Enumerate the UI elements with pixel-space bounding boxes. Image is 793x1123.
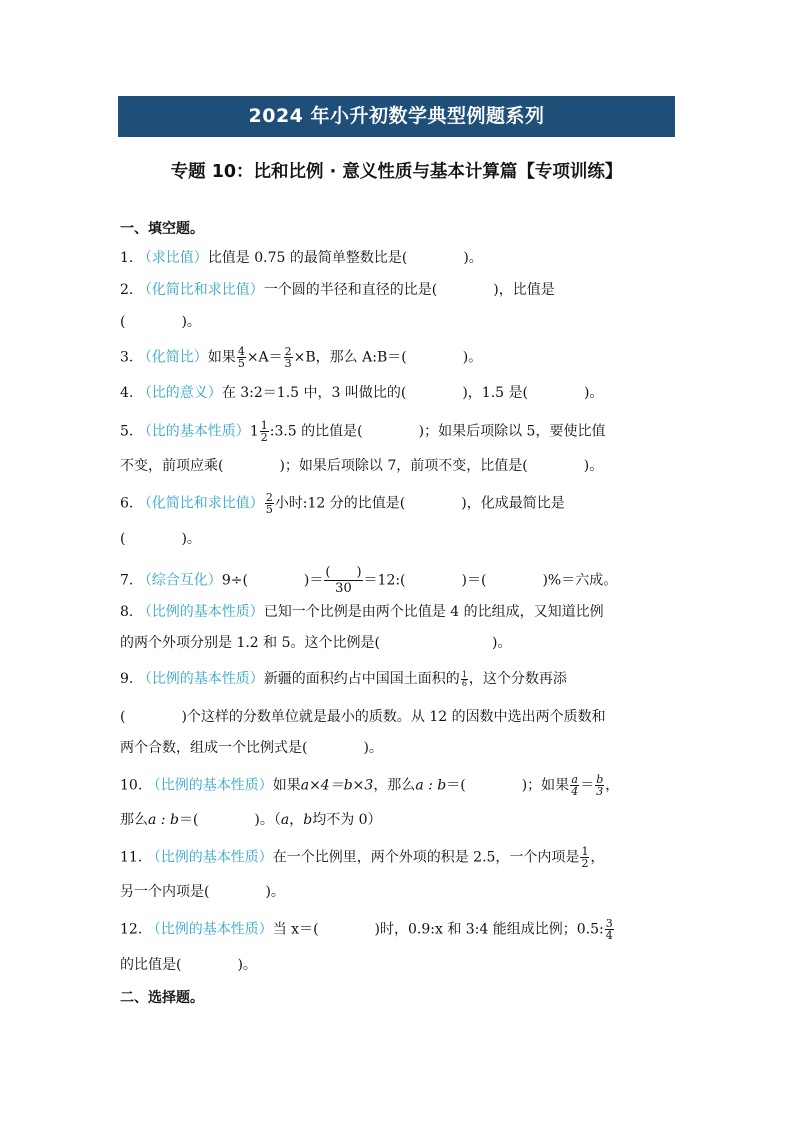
question-text: 不变，前项应乘( )；如果后项除以 7，前项不变，比值是( )。 [120,458,604,474]
question-5 [120,420,605,443]
question-tag: （比例的基本性质） [137,604,264,620]
series-banner: 2024 年小升初数学典型例题系列 [118,96,675,137]
question-text: 均不为 0） [312,812,382,828]
question-text: 一个圆的半径和直径的比是( )，比值是 [263,282,555,298]
question-number: 7. [120,572,134,589]
math-expression: a : b [415,777,447,794]
question-text: ，这个分数再添 [468,671,567,687]
question-5-cont [120,456,603,476]
question-tag: （化简比） [137,349,208,366]
question-number: 3. [120,349,134,366]
question-number: 1. [120,250,134,266]
section-fill-in: 一、填空题。 [120,221,204,237]
question-text: ＝( )；如果 [446,777,570,794]
question-tag: （比的意义） [137,385,222,401]
question-text: 另一个内项是( )。 [120,884,285,900]
question-tag: （综合互化） [137,572,222,589]
page-title: 专题 10：比和比例 · 意义性质与基本计算篇【专项训练】 [170,162,623,182]
question-number: 5. [120,423,134,440]
question-number: 11. [120,849,143,866]
question-number: 4. [120,385,134,401]
question-text: ， [289,812,304,828]
question-text: 新疆的面积约占中国国土面积的 [263,671,460,687]
fraction: $\frac{2}{5}$ [265,491,273,516]
question-text: 当 x＝( )时，0.9:x 和 3:4 能组成比例；0.5: [272,921,604,938]
math-expression: ＝ [580,777,595,794]
question-number: 8. [120,604,134,620]
question-10-cont [120,810,382,830]
question-text: ( )个这样的分数单位就是最小的质数。从 12 的因数中选出两个质数和 [120,709,606,725]
question-text: ＝( )。（ [178,812,281,828]
question-12-cont [120,955,257,975]
fraction: $\frac{a}{4}$ [571,773,579,798]
question-tag: （求比值） [137,250,208,266]
question-number: 10. [120,777,143,794]
question-text: ， [590,849,605,866]
question-11-cont [120,882,285,902]
question-tag: （比例的基本性质） [146,921,273,938]
question-tag: （比例的基本性质） [146,777,273,794]
question-text: ×A＝ [246,349,283,366]
question-6-cont [120,529,201,549]
question-text: 如果 [207,349,236,366]
question-9 [120,669,567,689]
question-2 [120,280,555,300]
question-text: 在 3:2＝1.5 中，3 叫做比的( )，1.5 是( )。 [221,385,604,401]
question-text: ， [605,777,620,794]
question-tag: （比的基本性质） [137,423,250,440]
question-text: 如果 [272,777,301,794]
question-tag: （化简比和求比值） [137,495,264,512]
question-11 [120,846,604,869]
section-choice: 二、选择题。 [120,990,204,1006]
fraction: $\frac{2}{3}$ [284,345,292,370]
math-expression: a×4＝b×3 [300,777,374,794]
question-6 [120,492,565,515]
fraction: $\frac{4}{5}$ [237,345,245,370]
mixed-number-whole: 1 [249,423,259,440]
question-text: 比值是 0.75 的最简单整数比是( )。 [207,250,483,266]
question-text: ( )。 [120,314,201,330]
question-text: 的比值是( )。 [120,957,257,973]
question-8-cont [120,633,511,653]
question-number: 6. [120,495,134,512]
question-12 [120,918,615,941]
question-tag: （比例的基本性质） [137,671,264,687]
fraction: $\frac{1}{6}$ [461,669,467,688]
question-text: 小时:12 分的比值是( )，化成最简比是 [274,495,565,512]
question-2-cont [120,312,201,332]
question-text: ，那么 [373,777,416,794]
question-8 [120,602,604,622]
question-9-cont [120,707,606,727]
question-text: :3.5 的比值是( )；如果后项除以 5，要使比值 [269,423,606,440]
question-7 [120,565,617,596]
question-text: 的两个外项分别是 1.2 和 5。这个比例是( )。 [120,635,512,651]
question-4 [120,383,603,403]
question-9-cont2 [120,738,383,758]
question-text: ＝12:( )＝( )%＝六成。 [363,572,618,589]
question-tag: （比例的基本性质） [146,849,273,866]
math-variable: a [280,812,290,828]
question-text: 9÷( )＝ [221,572,324,589]
question-number: 12. [120,921,143,938]
question-tag: （化简比和求比值） [137,282,264,298]
question-1 [120,248,483,268]
fraction: ( ) 30 [325,565,362,596]
question-text: ×B，那么 A:B＝( )。 [293,349,483,366]
question-number: 2. [120,282,134,298]
fraction: $\frac{b}{3}$ [596,773,604,798]
math-variable: b [303,812,313,828]
fraction: $\frac{1}{2}$ [581,845,589,870]
question-text: ( )。 [120,531,201,547]
question-text: 已知一个比例是由两个比值是 4 的比组成，又知道比例 [263,604,604,620]
fraction: $\frac{1}{2}$ [260,419,268,444]
question-text: 在一个比例里，两个外项的积是 2.5，一个内项是 [272,849,580,866]
math-expression: a : b [148,812,179,828]
question-text: 那么 [120,812,148,828]
question-10 [120,774,619,797]
question-3 [120,346,482,369]
fraction: $\frac{3}{4}$ [605,917,613,942]
question-text: 两个合数，组成一个比例式是( )。 [120,740,383,756]
question-number: 9. [120,671,134,687]
